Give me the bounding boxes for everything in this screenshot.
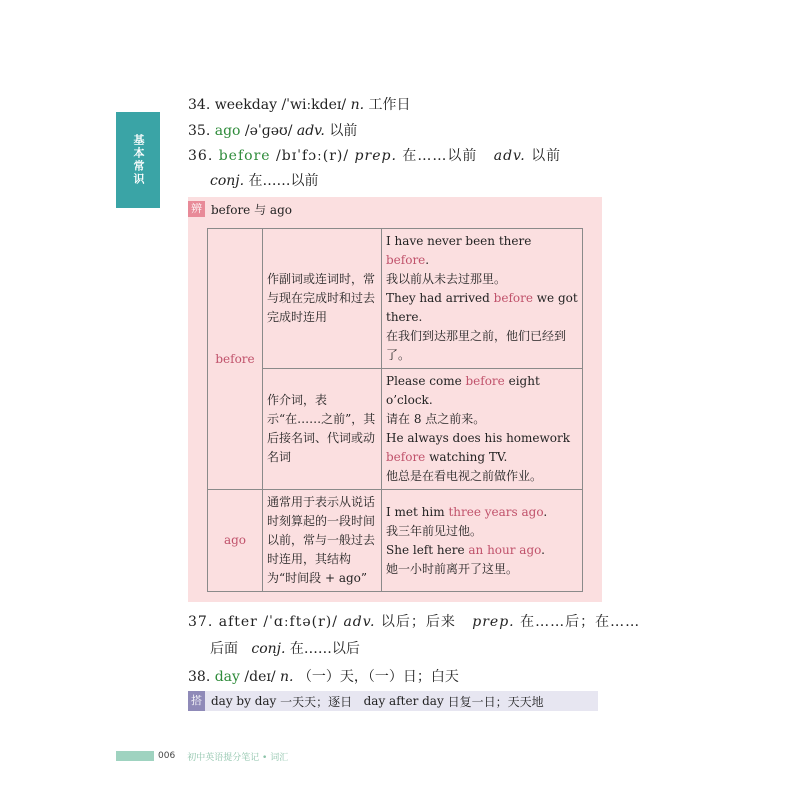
entry-word: after — [218, 614, 258, 630]
row-usage: 通常用于表示从说话时刻算起的一段时间以前，常与一般过去时连用，其结构为“时间段 + ago” — [263, 490, 382, 592]
entry-37-cont — [210, 638, 360, 658]
entry-word: before — [218, 148, 271, 164]
entry-34 — [188, 94, 410, 114]
row-examples: I have never been there before. 我以前从未去过那里。 They had arrived before we got there. 在我们到达那里之前，他们已经到了。 — [382, 229, 583, 369]
entry-number: 34. — [188, 97, 211, 113]
entry-phonetic: /ˈwiːkdeɪ/ — [281, 97, 347, 113]
entry-pos: adv. — [493, 148, 526, 164]
phrase-1: day by day — [211, 694, 277, 708]
entry-pos: n. — [280, 669, 294, 685]
entry-pos: adv. — [296, 123, 325, 139]
comparison-title: before 与 ago — [211, 202, 292, 217]
phrase-2-meaning: 日复一日；天天地 — [447, 694, 544, 709]
entry-meaning: 后面 — [210, 641, 238, 657]
entry-meaning: 工作日 — [368, 97, 411, 113]
bian-badge: 辨 — [188, 201, 205, 217]
entry-word: weekday — [214, 97, 277, 113]
entry-meaning: （一）天，（一）日；白天 — [297, 669, 459, 685]
entry-meaning: 以后；后来 — [380, 614, 456, 630]
entry-pos: prep. — [354, 148, 397, 164]
page-footer — [116, 750, 288, 762]
entry-pos: conj. — [210, 173, 245, 189]
table-row — [208, 369, 583, 490]
entry-word: ago — [214, 123, 241, 139]
row-examples: Please come before eight o’clock. 请在 8 点之前来。 He always does his homework before watching TV. 他总是在看电视之前做作业。 — [382, 369, 583, 490]
row-usage: 作副词或连词时，常与现在完成时和过去完成时连用 — [263, 229, 382, 369]
comparison-table — [207, 228, 583, 592]
table-row — [208, 490, 583, 592]
da-badge: 搭 — [188, 691, 205, 711]
entry-38 — [188, 666, 459, 686]
entry-meaning: 在……以后 — [289, 641, 360, 657]
entry-meaning: 在……以前 — [248, 173, 319, 189]
entry-pos: n. — [350, 97, 365, 113]
entry-37 — [188, 611, 640, 631]
row-key: ago — [208, 490, 263, 592]
page-number: 006 — [158, 751, 176, 761]
entry-35 — [188, 120, 357, 140]
entry-number: 35. — [188, 123, 211, 139]
side-tab — [116, 112, 160, 208]
entry-number: 37. — [188, 614, 214, 630]
entry-36-cont — [210, 170, 319, 190]
entry-number: 38. — [188, 669, 211, 685]
entry-phonetic: /deɪ/ — [244, 669, 276, 685]
entry-pos: prep. — [472, 614, 515, 630]
entry-phonetic: /ˈɑːftə(r)/ — [263, 614, 338, 630]
row-key: before — [208, 229, 263, 490]
book-title: 初中英语提分笔记 • 词汇 — [187, 752, 289, 763]
entry-pos: conj. — [251, 641, 286, 657]
entry-meaning: 以前 — [531, 148, 562, 164]
entry-meaning: 在……以前 — [402, 148, 478, 164]
entry-word: day — [214, 669, 240, 685]
entry-phonetic: /bɪˈfɔː(r)/ — [276, 148, 350, 164]
entry-36 — [188, 145, 561, 165]
phrase-2: day after day — [363, 694, 444, 708]
phrase-1-meaning: 一天天；逐日 — [280, 694, 353, 709]
row-usage: 作介词，表示“在……之前”，其后接名词、代词或动名词 — [263, 369, 382, 490]
entry-meaning: 在……后；在…… — [520, 614, 641, 630]
row-examples: I met him three years ago. 我三年前见过他。 She left here an hour ago. 她一小时前离开了这里。 — [382, 490, 583, 592]
entry-meaning: 以前 — [329, 123, 358, 139]
footer-bar — [116, 751, 154, 761]
table-row — [208, 229, 583, 369]
comparison-header — [188, 201, 292, 217]
entry-number: 36. — [188, 148, 214, 164]
collocation-box — [188, 691, 598, 711]
entry-phonetic: /əˈɡəʊ/ — [244, 123, 293, 139]
entry-pos: adv. — [343, 614, 376, 630]
side-tab-label: 基本常识 — [132, 134, 145, 186]
